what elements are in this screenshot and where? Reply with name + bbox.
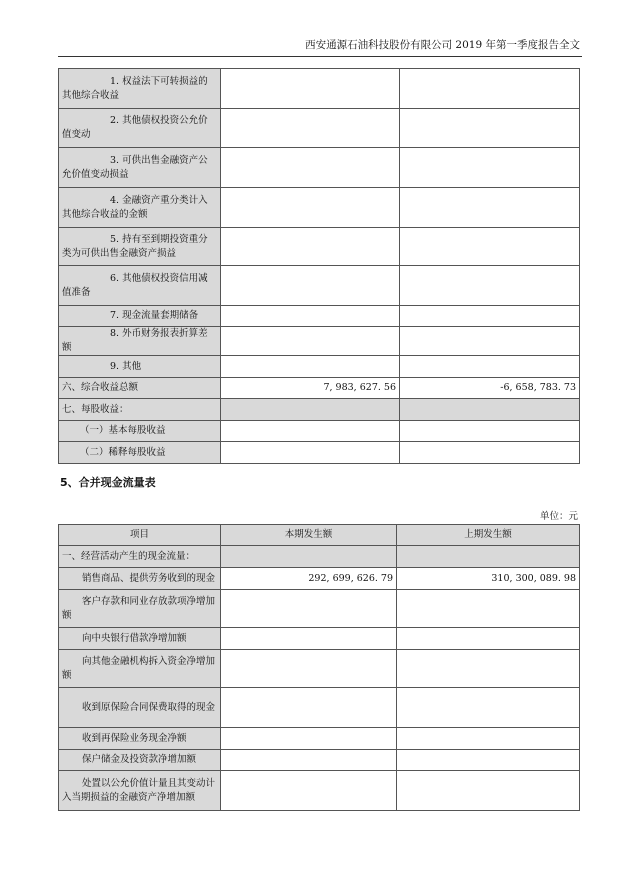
previous-value: -6, 658, 783. 73 [400, 378, 580, 399]
table-row [59, 650, 580, 688]
row-label: 7. 现金流量套期储备 [59, 306, 221, 327]
previous-value [400, 188, 580, 228]
previous-value [397, 590, 580, 628]
previous-value [400, 421, 580, 442]
current-value [221, 356, 400, 378]
previous-value [397, 650, 580, 688]
table-row [59, 688, 580, 728]
cash-flow-table [58, 524, 580, 811]
current-value [221, 148, 400, 188]
row-label: 收到再保险业务现金净额 [59, 728, 221, 750]
section-title: 5、合并现金流量表 [60, 476, 156, 489]
table-row [59, 590, 580, 628]
previous-value [400, 228, 580, 266]
current-value [221, 628, 397, 650]
current-value [221, 228, 400, 266]
table-row [59, 628, 580, 650]
row-label: （二）稀释每股收益 [59, 442, 221, 464]
previous-value [397, 688, 580, 728]
table-row [59, 750, 580, 771]
table-row [59, 188, 580, 228]
previous-value [400, 148, 580, 188]
row-label: 一、经营活动产生的现金流量： [59, 546, 221, 568]
row-label: 9. 其他 [59, 356, 221, 378]
comprehensive-income-table [58, 68, 580, 464]
table-row [59, 228, 580, 266]
previous-value [400, 69, 580, 109]
previous-value [400, 327, 580, 356]
table-row [59, 356, 580, 378]
row-label: 处置以公允价值计量且其变动计入当期损益的金融资产净增加额 [59, 771, 221, 811]
table-row [59, 327, 580, 356]
row-label: 客户存款和同业存放款项净增加额 [59, 590, 221, 628]
table-header-row [59, 525, 580, 546]
current-value: 7, 983, 627. 56 [221, 378, 400, 399]
header-current: 本期发生额 [221, 525, 397, 546]
table-row [59, 421, 580, 442]
unit-label: 单位：元 [539, 511, 578, 522]
current-value [221, 688, 397, 728]
current-value [221, 650, 397, 688]
current-value [221, 728, 397, 750]
table-row [59, 728, 580, 750]
previous-value [400, 306, 580, 327]
current-value [221, 69, 400, 109]
table-row [59, 148, 580, 188]
current-value [221, 266, 400, 306]
row-label: 3. 可供出售金融资产公允价值变动损益 [59, 148, 221, 188]
table-row [59, 568, 580, 590]
row-label: 销售商品、提供劳务收到的现金 [59, 568, 221, 590]
previous-value: 310, 300, 089. 98 [397, 568, 580, 590]
current-value [221, 327, 400, 356]
current-value [221, 546, 397, 568]
current-value [221, 188, 400, 228]
previous-value [397, 771, 580, 811]
table-row [59, 378, 580, 399]
header-divider [58, 56, 582, 57]
table-row [59, 399, 580, 421]
table-row [59, 546, 580, 568]
table-row [59, 442, 580, 464]
previous-value [397, 728, 580, 750]
previous-value [400, 442, 580, 464]
header-item: 项目 [59, 525, 221, 546]
table-row [59, 266, 580, 306]
previous-value [400, 356, 580, 378]
table-row [59, 306, 580, 327]
previous-value [400, 266, 580, 306]
row-label: 向中央银行借款净增加额 [59, 628, 221, 650]
row-label: 2. 其他债权投资公允价值变动 [59, 109, 221, 148]
table-row [59, 771, 580, 811]
current-value [221, 590, 397, 628]
current-value [221, 306, 400, 327]
current-value [221, 109, 400, 148]
current-value [221, 399, 400, 421]
previous-value [397, 546, 580, 568]
current-value [221, 750, 397, 771]
previous-value [397, 628, 580, 650]
previous-value [400, 399, 580, 421]
row-label: 向其他金融机构拆入资金净增加额 [59, 650, 221, 688]
table-row [59, 109, 580, 148]
report-header-title: 西安通源石油科技股份有限公司 2019 年第一季度报告全文 [305, 39, 580, 51]
row-label: 8. 外币财务报表折算差额 [59, 327, 221, 356]
row-label: 6. 其他债权投资信用减值准备 [59, 266, 221, 306]
row-label: 六、综合收益总额 [59, 378, 221, 399]
row-label: 1. 权益法下可转损益的其他综合收益 [59, 69, 221, 109]
table-row [59, 69, 580, 109]
row-label: 收到原保险合同保费取得的现金 [59, 688, 221, 728]
current-value [221, 421, 400, 442]
row-label: 5. 持有至到期投资重分类为可供出售金融资产损益 [59, 228, 221, 266]
current-value [221, 442, 400, 464]
header-previous: 上期发生额 [397, 525, 580, 546]
current-value: 292, 699, 626. 79 [221, 568, 397, 590]
row-label: （一）基本每股收益 [59, 421, 221, 442]
current-value [221, 771, 397, 811]
row-label: 保户储金及投资款净增加额 [59, 750, 221, 771]
previous-value [397, 750, 580, 771]
row-label: 4. 金融资产重分类计入其他综合收益的金额 [59, 188, 221, 228]
previous-value [400, 109, 580, 148]
row-label: 七、每股收益： [59, 399, 221, 421]
